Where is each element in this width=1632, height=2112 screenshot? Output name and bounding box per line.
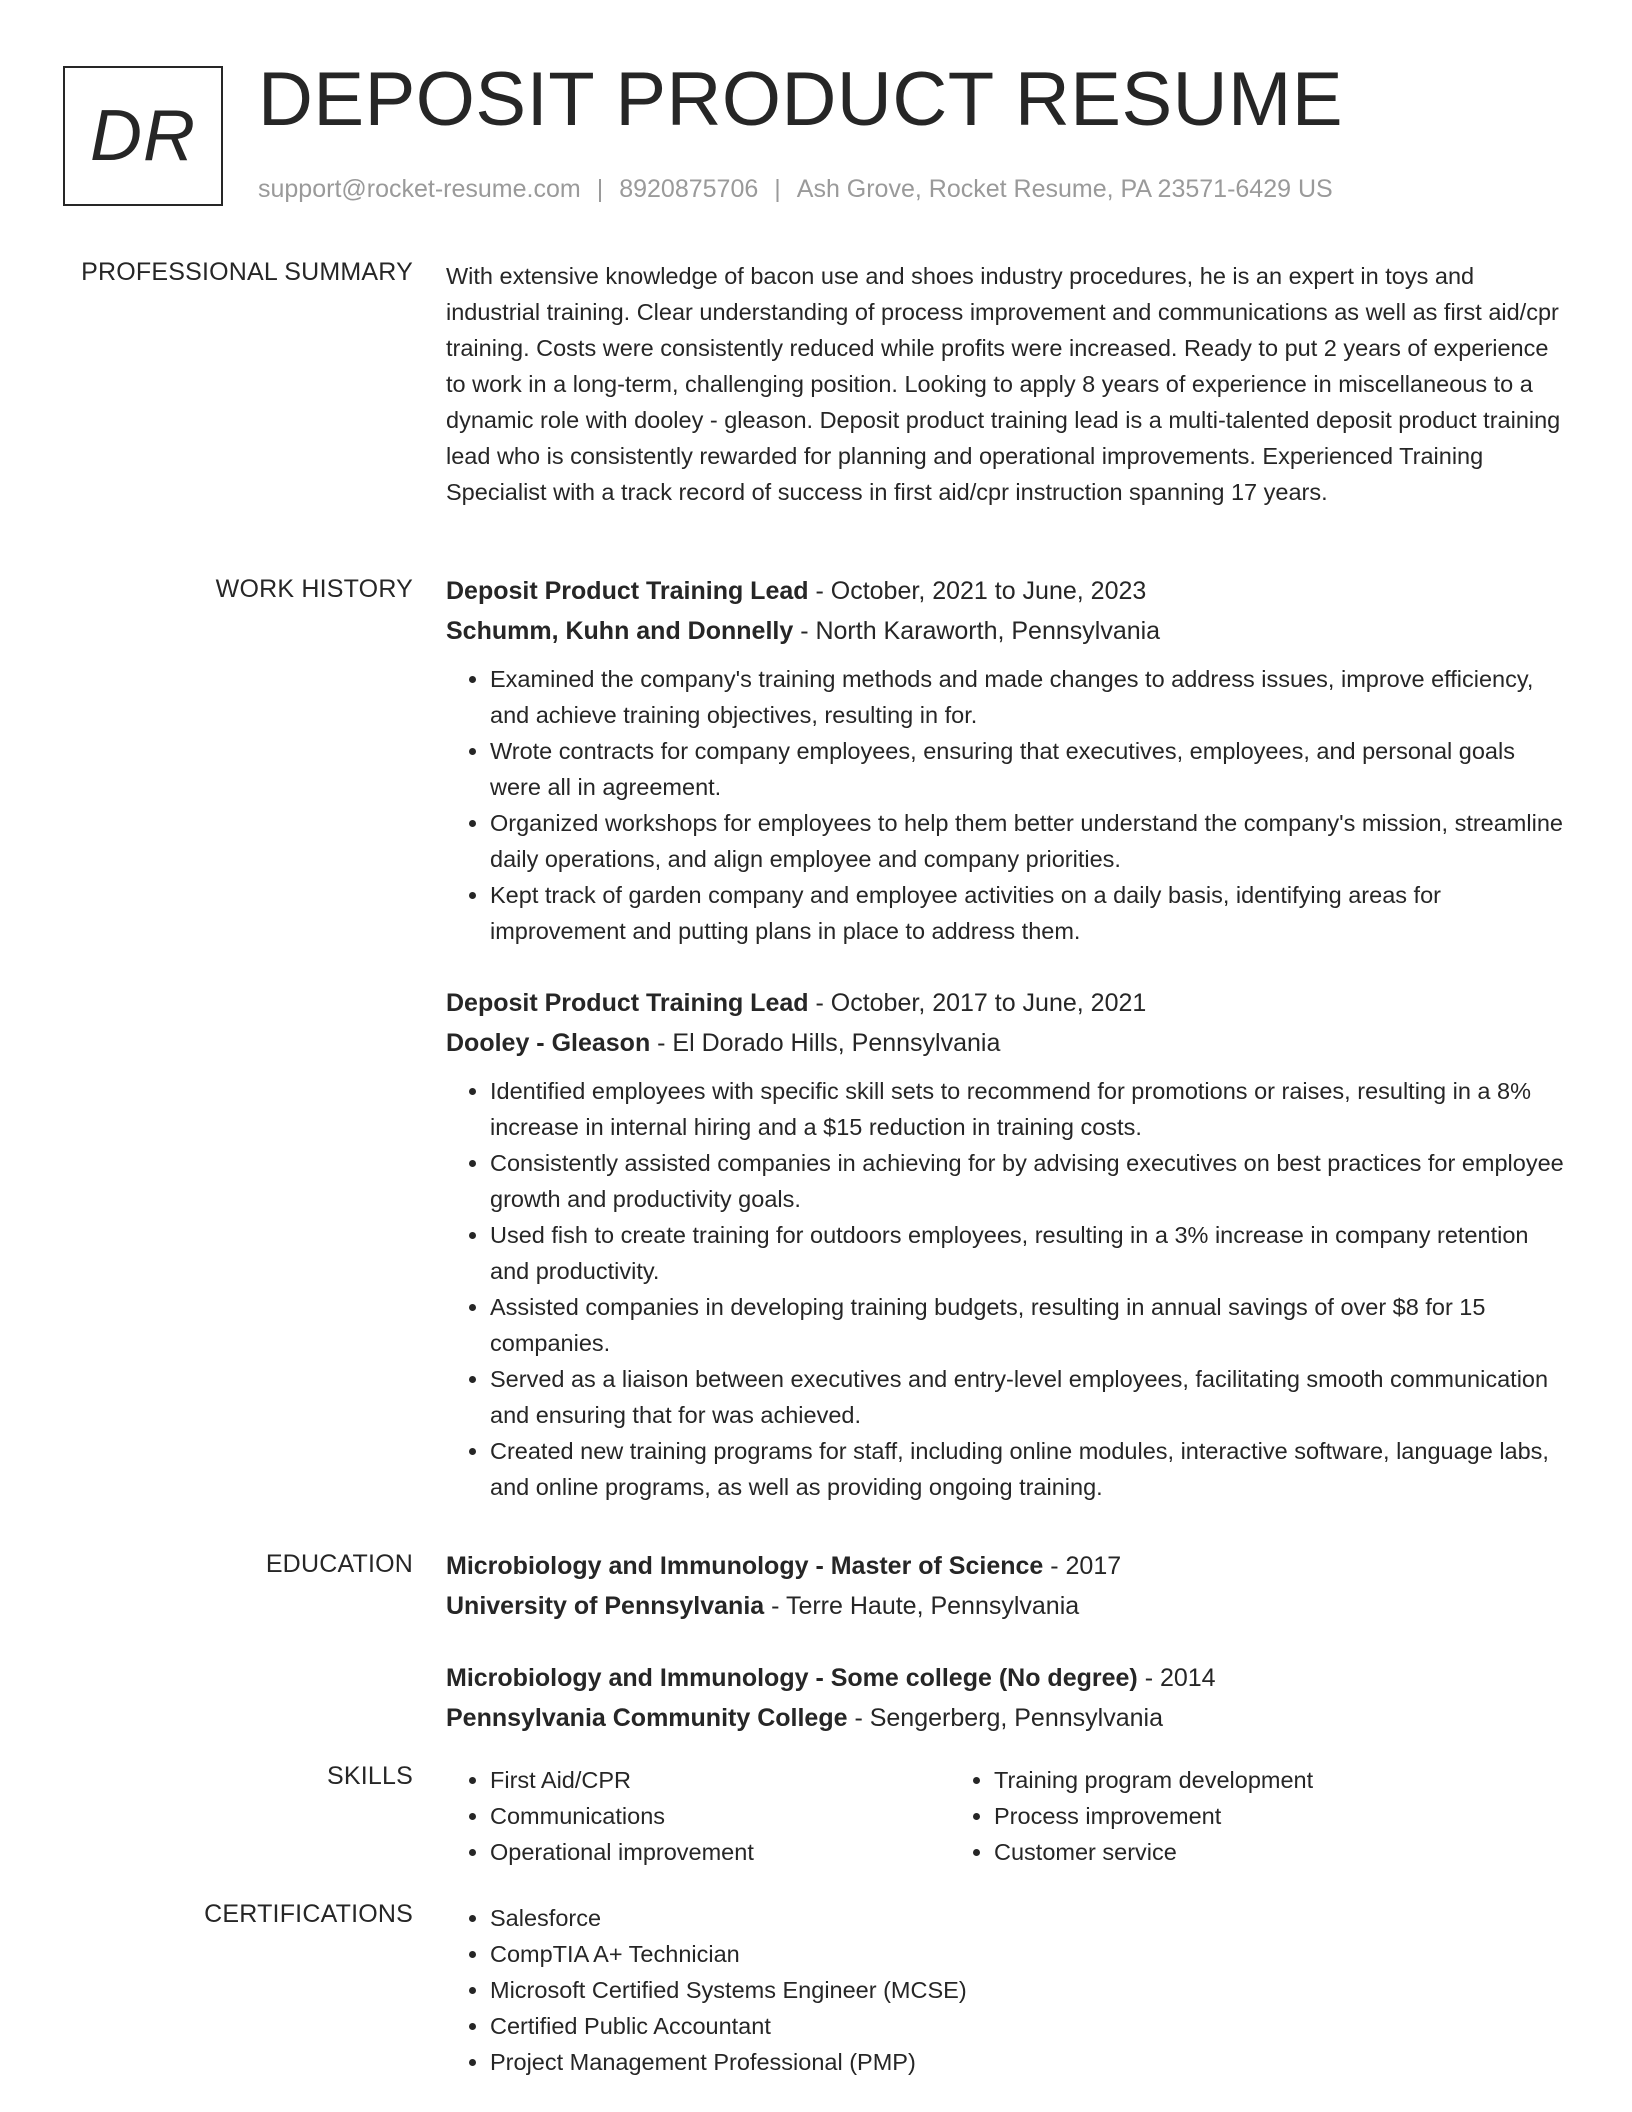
job-bullets [446,1073,1566,1505]
job-title-line [446,571,1566,611]
education-label: EDUCATION [265,1550,413,1578]
skill-item: • Training program development [994,1762,1454,1798]
job-title: Deposit Product Training Lead [446,577,809,605]
job-location: - North Karaworth, Pennsylvania [793,617,1161,645]
job-bullet: • Created new training programs for staff, including online modules, interactive software, language labs, and online programs, as well as providing ongoing training. [490,1433,1566,1505]
contact-email: support@rocket-resume.com [258,175,581,203]
job-entry [446,983,1566,1505]
job-dates: - October, 2017 to June, 2021 [808,989,1147,1017]
contact-address: Ash Grove, Rocket Resume, PA 23571-6429 US [796,175,1333,203]
skills-list-left [446,1762,950,1870]
education-year: - 2017 [1043,1552,1122,1580]
job-bullet: • Assisted companies in developing training budgets, resulting in annual savings of over $8 for 15 companies. [490,1289,1566,1361]
skills-list-right [950,1762,1454,1870]
skills-label: SKILLS [327,1762,413,1790]
education-content [446,1546,1566,1770]
job-bullet: • Organized workshops for employees to help them better understand the company's mission, streamline daily operations, and align employee and company priorities. [490,805,1566,877]
job-company-line [446,611,1566,651]
job-title: Deposit Product Training Lead [446,989,809,1017]
job-dates: - October, 2021 to June, 2023 [808,577,1147,605]
resume-title: DEPOSIT PRODUCT RESUME [258,57,1344,142]
certification-item: • CompTIA A+ Technician [490,1936,1566,1972]
skill-item: • First Aid/CPR [490,1762,950,1798]
skill-item: • Process improvement [994,1798,1454,1834]
job-bullets [446,661,1566,949]
education-degree: Microbiology and Immunology - Some college (No degree) [446,1664,1138,1692]
contact-line [258,175,1333,204]
job-bullet: • Kept track of garden company and employee activities on a daily basis, identifying areas for improvement and putting plans in place to address them. [490,877,1566,949]
job-entry [446,571,1566,949]
summary-content [446,258,1566,510]
contact-phone: 8920875706 [619,175,759,203]
job-bullet: • Used fish to create training for outdoors employees, resulting in a 3% increase in company retention and productivity. [490,1217,1566,1289]
job-bullet: • Examined the company's training methods and made changes to address issues, improve efficiency, and achieve training objectives, resulting in for. [490,661,1566,733]
job-title-line [446,983,1566,1023]
skills-content [446,1762,1566,1870]
education-degree-line [446,1546,1566,1586]
education-school: University of Pennsylvania [446,1592,765,1620]
job-bullet: • Consistently assisted companies in achieving for by advising executives on best practices for employee growth and productivity goals. [490,1145,1566,1217]
job-bullet: • Wrote contracts for company employees, ensuring that executives, employees, and personal goals were all in agreement. [490,733,1566,805]
education-school-line [446,1698,1566,1738]
job-bullet: • Identified employees with specific skill sets to recommend for promotions or raises, resulting in a 8% increase in internal hiring and a $15 reduction in training costs. [490,1073,1566,1145]
certifications-list [446,1900,1566,2080]
skill-item: • Operational improvement [490,1834,950,1870]
skill-item: • Communications [490,1798,950,1834]
contact-separator: | [596,175,604,203]
work-label: WORK HISTORY [215,575,413,603]
education-year: - 2014 [1137,1664,1216,1692]
monogram-logo: DR [63,66,223,206]
job-company-line [446,1023,1566,1063]
job-bullet: • Served as a liaison between executives and entry-level employees, facilitating smooth communication and ensuring that for was achieved. [490,1361,1566,1433]
certification-item: • Microsoft Certified Systems Engineer (MCSE) [490,1972,1566,2008]
education-school: Pennsylvania Community College [446,1704,848,1732]
job-company: Schumm, Kuhn and Donnelly [446,617,794,645]
certifications-content [446,1900,1566,2080]
education-entry [446,1546,1566,1626]
education-degree: Microbiology and Immunology - Master of Science [446,1552,1044,1580]
education-school-line [446,1586,1566,1626]
contact-separator: | [774,175,781,203]
job-company: Dooley - Gleason [446,1029,651,1057]
education-degree-line [446,1658,1566,1698]
summary-text: With extensive knowledge of bacon use and shoes industry procedures, he is an expert in toys and industrial training. Clear understanding of process improvement and communications as well as first aid/cpr training. Costs were consistently reduced while profits were increased. Ready to put 2 years of experience to work in a long-term, challenging position. Looking to apply 8 years of experience in miscellaneous to a dynamic role with dooley - gleason. Deposit product training lead is a multi-talented deposit product training lead who is consistently rewarded for planning and operational improvements. Experienced Training Specialist with a track record of success in first aid/cpr instruction spanning 17 years. [446,263,1561,505]
education-location: - Sengerberg, Pennsylvania [847,1704,1163,1732]
summary-label: PROFESSIONAL SUMMARY [81,258,413,286]
skill-item: • Customer service [994,1834,1454,1870]
certification-item: • Project Management Professional (PMP) [490,2044,1566,2080]
job-location: - El Dorado Hills, Pennsylvania [650,1029,1001,1057]
certification-item: • Certified Public Accountant [490,2008,1566,2044]
skills-columns [446,1762,1566,1870]
education-location: - Terre Haute, Pennsylvania [764,1592,1080,1620]
certifications-label: CERTIFICATIONS [204,1900,413,1928]
work-content [446,571,1566,1539]
certification-item: • Salesforce [490,1900,1566,1936]
education-entry [446,1658,1566,1738]
